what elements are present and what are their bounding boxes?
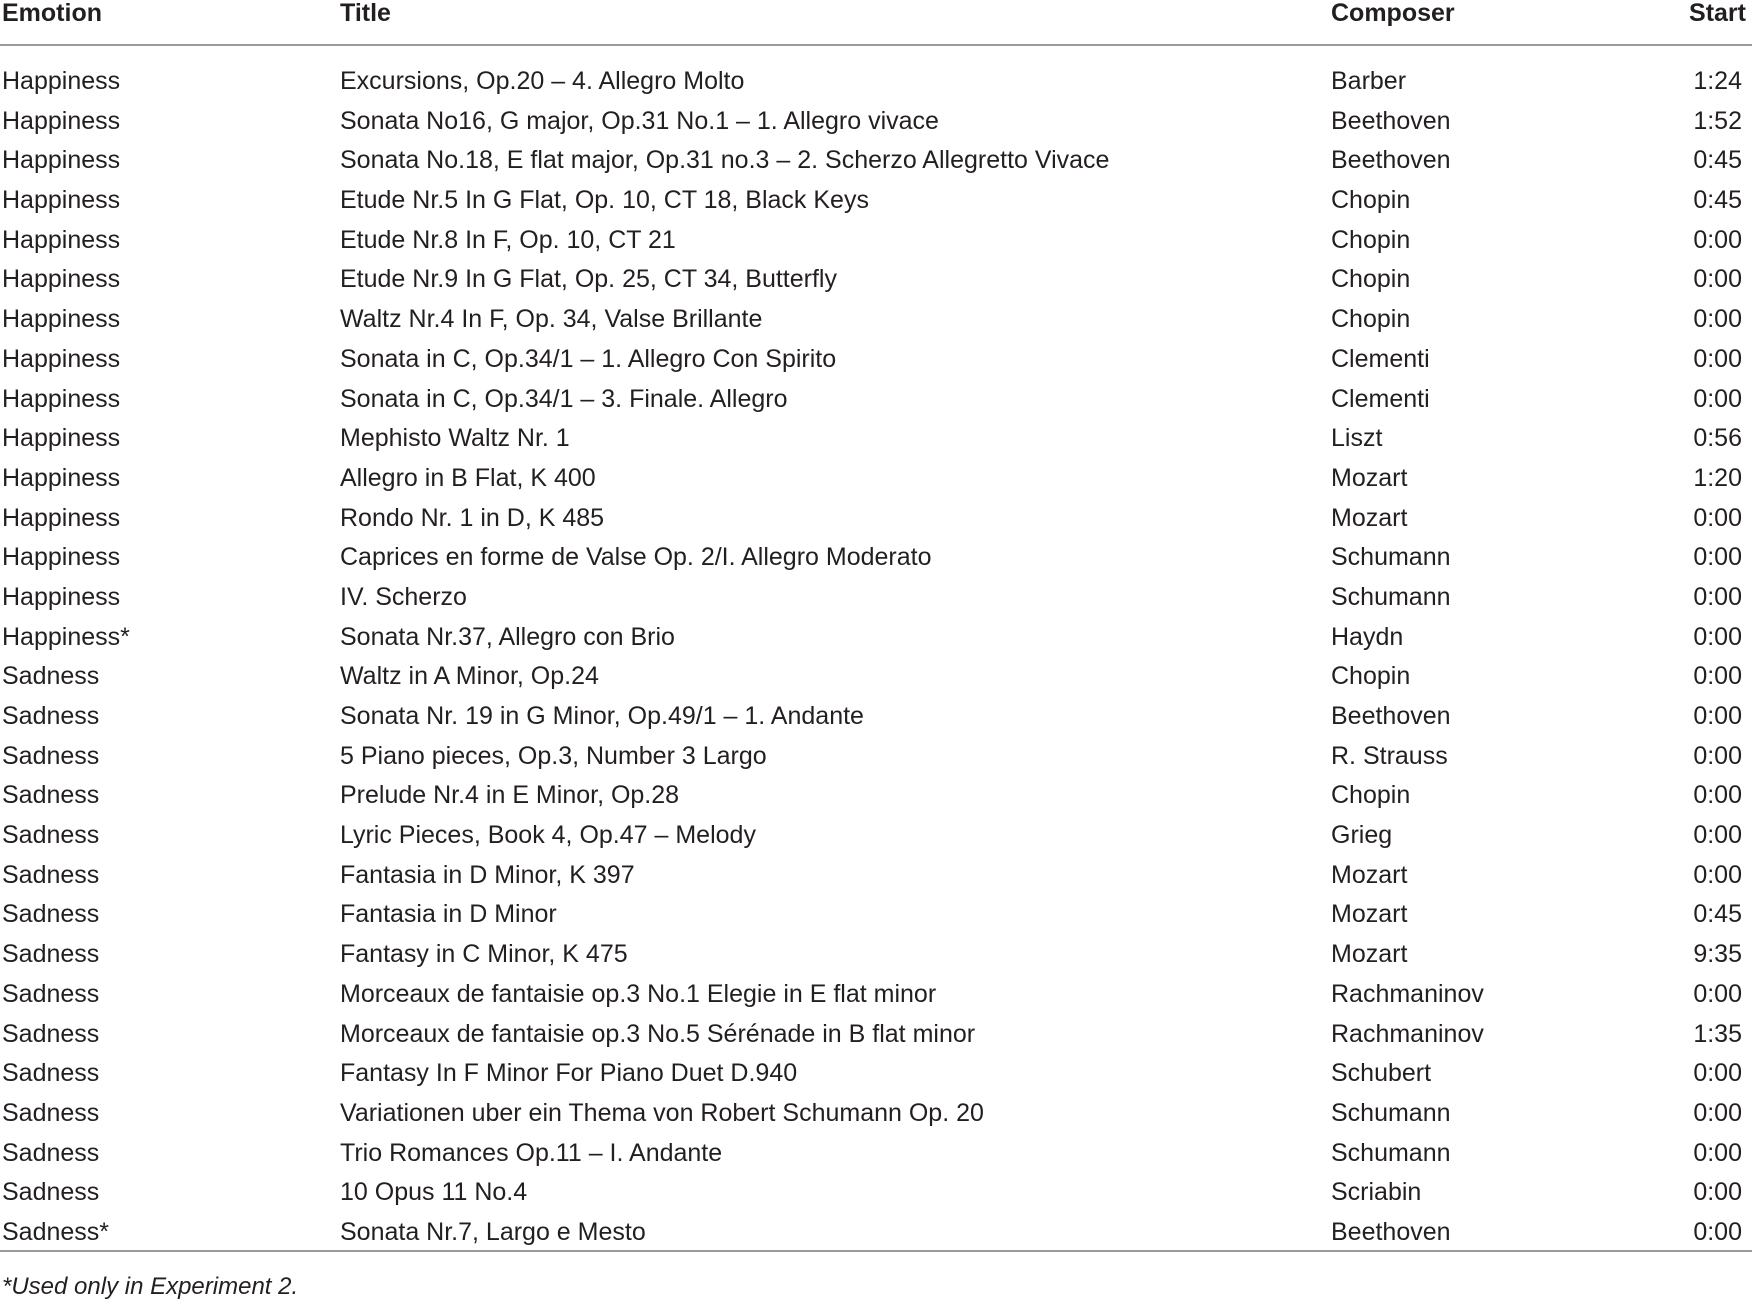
cell-start: 0:00 <box>1693 1059 1742 1088</box>
cell-composer: Liszt <box>1331 424 1383 453</box>
cell-emotion: Happiness <box>2 67 121 95</box>
cell-emotion: Sadness <box>2 821 100 850</box>
cell-composer: Rachmaninov <box>1331 1019 1484 1048</box>
table-row <box>0 895 1752 935</box>
table-row <box>0 538 1752 578</box>
cell-composer: Schubert <box>1331 1059 1432 1088</box>
table-body <box>0 46 1752 1252</box>
cell-composer: Schumann <box>1331 582 1451 611</box>
table-row <box>0 499 1752 539</box>
cell-composer: Beethoven <box>1331 1217 1451 1246</box>
cell-composer: Schumann <box>1331 1138 1451 1167</box>
cell-start: 0:00 <box>1693 662 1742 691</box>
cell-composer: Mozart <box>1331 503 1408 532</box>
cell-emotion: Happiness <box>2 543 121 572</box>
cell-emotion: Sadness <box>2 662 100 691</box>
table-footnote: *Used only in Experiment 2. <box>2 1273 299 1300</box>
cell-start: 0:56 <box>1693 424 1742 453</box>
cell-start: 0:00 <box>1693 741 1742 770</box>
cell-emotion: Happiness <box>2 106 121 135</box>
table-row <box>0 697 1752 737</box>
cell-title: Fantasia in D Minor <box>340 900 557 929</box>
table-row <box>0 1094 1752 1134</box>
cell-start: 0:00 <box>1693 384 1742 413</box>
cell-title: Sonata No16, G major, Op.31 No.1 – 1. Allegro vivace <box>340 106 939 135</box>
cell-title: Sonata in C, Op.34/1 – 1. Allegro Con Spirito <box>340 344 837 373</box>
table-row <box>0 816 1752 856</box>
cell-start: 0:00 <box>1693 821 1742 850</box>
cell-start: 0:45 <box>1693 146 1742 175</box>
cell-start: 0:00 <box>1693 622 1742 651</box>
cell-title: Prelude Nr.4 in E Minor, Op.28 <box>340 781 680 810</box>
table-row <box>0 102 1752 142</box>
cell-composer: Grieg <box>1331 821 1393 850</box>
table-row <box>0 340 1752 380</box>
cell-composer: Schumann <box>1331 1098 1451 1127</box>
cell-emotion: Sadness <box>2 860 100 889</box>
cell-title: Allegro in B Flat, K 400 <box>340 463 596 492</box>
cell-emotion: Happiness <box>2 503 121 532</box>
cell-emotion: Happiness <box>2 424 121 453</box>
cell-start: 1:52 <box>1693 106 1742 135</box>
column-header-start: Start <box>1689 0 1746 27</box>
cell-title: Waltz in A Minor, Op.24 <box>340 662 599 691</box>
column-header-composer: Composer <box>1331 0 1455 27</box>
cell-composer: Rachmaninov <box>1331 979 1484 1008</box>
cell-title: Etude Nr.5 In G Flat, Op. 10, CT 18, Black Keys <box>340 186 869 215</box>
cell-start: 0:00 <box>1693 582 1742 611</box>
cell-start: 0:00 <box>1693 503 1742 532</box>
cell-title: Morceaux de fantaisie op.3 No.1 Elegie in E flat minor <box>340 979 937 1008</box>
table-row <box>0 578 1752 618</box>
cell-composer: Beethoven <box>1331 106 1451 135</box>
cell-title: Variationen uber ein Thema von Robert Schumann Op. 20 <box>340 1098 984 1127</box>
cell-emotion: Sadness <box>2 1098 100 1127</box>
cell-composer: Chopin <box>1331 186 1411 215</box>
table-row <box>0 1213 1752 1253</box>
cell-start: 0:00 <box>1693 265 1742 294</box>
table-row <box>0 935 1752 975</box>
cell-title: Excursions, Op.20 – 4. Allegro Molto <box>340 67 745 95</box>
cell-title: IV. Scherzo <box>340 582 467 611</box>
table-row <box>0 1015 1752 1055</box>
cell-start: 0:00 <box>1693 344 1742 373</box>
cell-composer: Chopin <box>1331 305 1411 334</box>
table-row <box>0 776 1752 816</box>
cell-start: 1:24 <box>1693 67 1742 95</box>
cell-emotion: Sadness* <box>2 1217 110 1246</box>
table-row <box>0 975 1752 1015</box>
cell-emotion: Happiness <box>2 186 121 215</box>
cell-title: Fantasy In F Minor For Piano Duet D.940 <box>340 1059 798 1088</box>
cell-composer: Scriabin <box>1331 1178 1422 1207</box>
cell-emotion: Happiness <box>2 225 121 254</box>
cell-start: 0:45 <box>1693 900 1742 929</box>
table-row <box>0 1054 1752 1094</box>
table-row <box>0 62 1752 102</box>
cell-start: 1:35 <box>1693 1019 1742 1048</box>
table-row <box>0 459 1752 499</box>
cell-emotion: Happiness <box>2 305 121 334</box>
cell-title: Sonata in C, Op.34/1 – 3. Finale. Allegro <box>340 384 788 413</box>
table-row <box>0 300 1752 340</box>
table-row <box>0 221 1752 261</box>
cell-start: 1:20 <box>1693 463 1742 492</box>
cell-title: Waltz Nr.4 In F, Op. 34, Valse Brillante <box>340 305 763 334</box>
column-header-emotion: Emotion <box>2 0 102 27</box>
cell-composer: Chopin <box>1331 265 1411 294</box>
cell-title: Sonata No.18, E flat major, Op.31 no.3 – 2. Scherzo Allegretto Vivace <box>340 146 1110 175</box>
table-row <box>0 856 1752 896</box>
cell-emotion: Sadness <box>2 940 100 969</box>
cell-composer: Mozart <box>1331 463 1408 492</box>
table-row <box>0 1173 1752 1213</box>
cell-title: Etude Nr.9 In G Flat, Op. 25, CT 34, Butterfly <box>340 265 837 294</box>
cell-title: Sonata Nr.37, Allegro con Brio <box>340 622 675 651</box>
cell-start: 0:00 <box>1693 1138 1742 1167</box>
cell-start: 9:35 <box>1693 940 1742 969</box>
cell-composer: R. Strauss <box>1331 741 1448 770</box>
cell-composer: Chopin <box>1331 662 1411 691</box>
cell-start: 0:00 <box>1693 1178 1742 1207</box>
cell-composer: Mozart <box>1331 940 1408 969</box>
cell-composer: Beethoven <box>1331 146 1451 175</box>
cell-emotion: Happiness* <box>2 622 130 651</box>
cell-emotion: Sadness <box>2 979 100 1008</box>
cell-start: 0:45 <box>1693 186 1742 215</box>
cell-title: Etude Nr.8 In F, Op. 10, CT 21 <box>340 225 676 254</box>
cell-emotion: Happiness <box>2 265 121 294</box>
cell-emotion: Sadness <box>2 1059 100 1088</box>
cell-emotion: Happiness <box>2 344 121 373</box>
cell-start: 0:00 <box>1693 543 1742 572</box>
cell-emotion: Sadness <box>2 1138 100 1167</box>
cell-composer: Haydn <box>1331 622 1404 651</box>
cell-title: Trio Romances Op.11 – I. Andante <box>340 1138 723 1167</box>
cell-composer: Mozart <box>1331 860 1408 889</box>
cell-composer: Clementi <box>1331 344 1430 373</box>
cell-start: 0:00 <box>1693 702 1742 730</box>
cell-emotion: Happiness <box>2 146 121 175</box>
cell-emotion: Happiness <box>2 463 121 492</box>
column-header-title: Title <box>340 0 391 27</box>
cell-emotion: Sadness <box>2 900 100 929</box>
cell-title: Sonata Nr.7, Largo e Mesto <box>340 1217 646 1246</box>
cell-start: 0:00 <box>1693 860 1742 889</box>
cell-emotion: Sadness <box>2 1019 100 1048</box>
cell-emotion: Happiness <box>2 384 121 413</box>
table-row <box>0 181 1752 221</box>
cell-composer: Beethoven <box>1331 702 1451 730</box>
cell-title: Rondo Nr. 1 in D, K 485 <box>340 503 605 532</box>
cell-title: Sonata Nr. 19 in G Minor, Op.49/1 – 1. Andante <box>340 702 864 730</box>
cell-emotion: Sadness <box>2 781 100 810</box>
cell-composer: Clementi <box>1331 384 1430 413</box>
cell-emotion: Sadness <box>2 1178 100 1207</box>
cell-composer: Mozart <box>1331 900 1408 929</box>
cell-start: 0:00 <box>1693 225 1742 254</box>
table-row <box>0 657 1752 697</box>
cell-start: 0:00 <box>1693 1217 1742 1246</box>
table-row <box>0 419 1752 459</box>
cell-start: 0:00 <box>1693 305 1742 334</box>
table-row <box>0 1134 1752 1174</box>
cell-emotion: Sadness <box>2 741 100 770</box>
table-row <box>0 380 1752 420</box>
cell-start: 0:00 <box>1693 1098 1742 1127</box>
cell-composer: Chopin <box>1331 781 1411 810</box>
cell-title: 5 Piano pieces, Op.3, Number 3 Largo <box>340 741 767 770</box>
table-header <box>0 0 1752 46</box>
table-row <box>0 141 1752 181</box>
cell-emotion: Happiness <box>2 582 121 611</box>
cell-start: 0:00 <box>1693 781 1742 810</box>
table-row <box>0 737 1752 777</box>
cell-start: 0:00 <box>1693 979 1742 1008</box>
cell-title: Caprices en forme de Valse Op. 2/I. Allegro Moderato <box>340 543 932 572</box>
cell-composer: Schumann <box>1331 543 1451 572</box>
cell-title: 10 Opus 11 No.4 <box>340 1178 528 1207</box>
cell-title: Lyric Pieces, Book 4, Op.47 – Melody <box>340 821 756 850</box>
cell-composer: Chopin <box>1331 225 1411 254</box>
cell-title: Mephisto Waltz Nr. 1 <box>340 424 570 453</box>
table-row <box>0 260 1752 300</box>
cell-title: Morceaux de fantaisie op.3 No.5 Sérénade in B flat minor <box>340 1019 976 1048</box>
cell-composer: Barber <box>1331 67 1407 95</box>
table-row <box>0 618 1752 658</box>
cell-title: Fantasy in C Minor, K 475 <box>340 940 628 969</box>
cell-title: Fantasia in D Minor, K 397 <box>340 860 635 889</box>
cell-emotion: Sadness <box>2 702 100 730</box>
